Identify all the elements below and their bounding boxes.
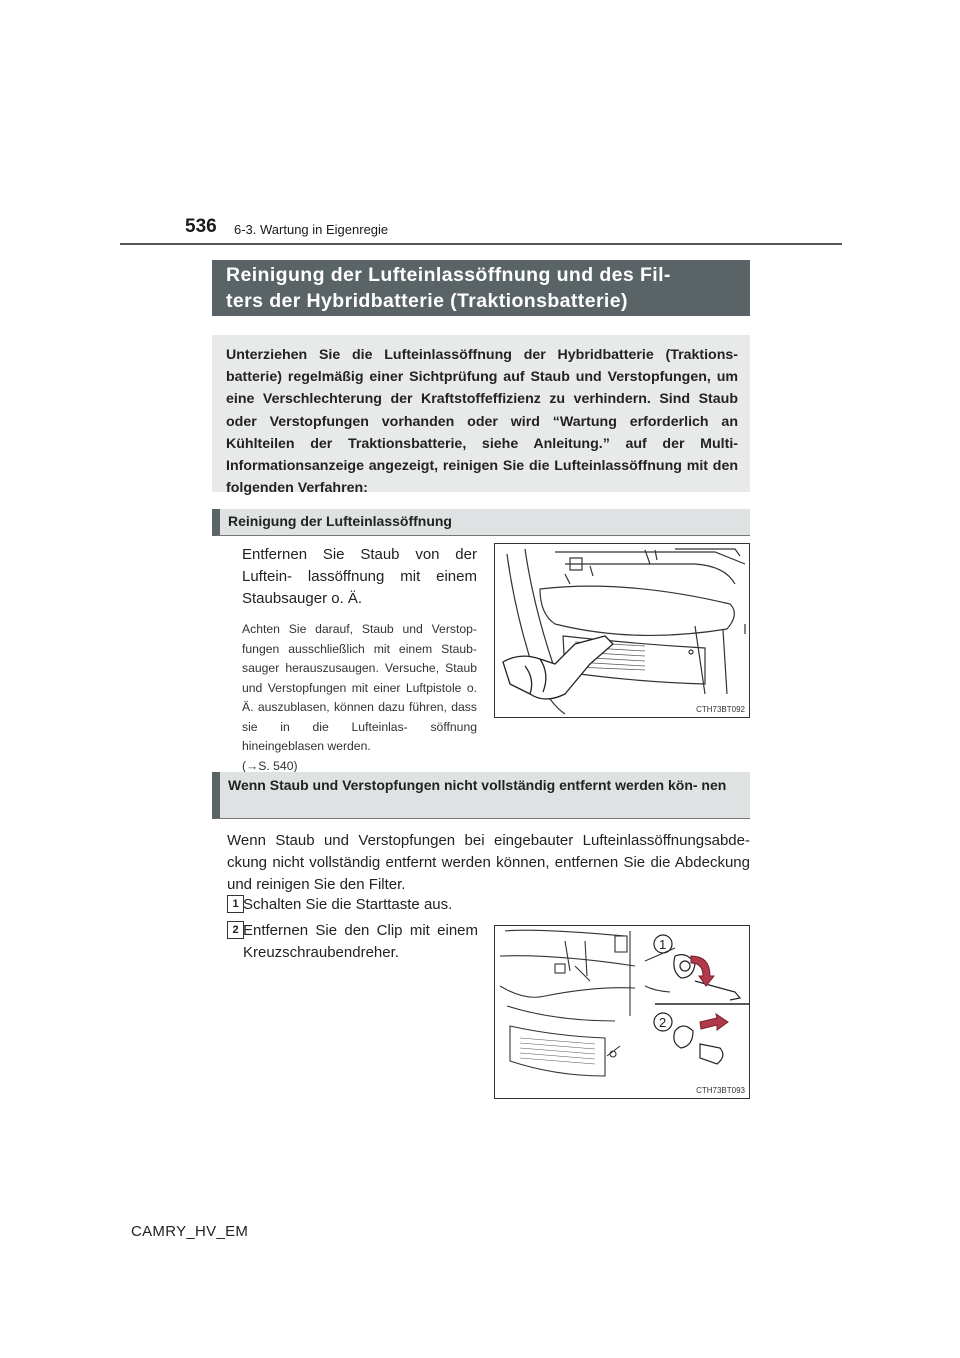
section1-note: [242, 620, 477, 776]
figure-vacuum-intake: [494, 543, 750, 718]
figure-code: CTH73BT093: [696, 1086, 745, 1095]
intro-text: Unterziehen Sie die Lufteinlassöffnung der Hybridbatterie (Traktions- batterie) regelmäßig einer Sichtprüfung auf Staub und Verstopfungen, um eine Verschlechterung der Kraftstoffeffizienz zu verhindern. Sind Staub oder Verstopfungen vorhanden oder wird “Wartung erforderlich an Kühlteilen der Traktionsbatterie, siehe Anleitung.” auf der Multi- Informationsanzeige angezeigt, reinigen Sie die Lufteinlassöffnung mit den folgenden Verfahren:: [226, 347, 738, 497]
page-number: 536: [185, 216, 217, 237]
section1-text: Entfernen Sie Staub von der Luftein- lassöffnung mit einem Staubsauger o. Ä.: [242, 546, 477, 607]
figure-clip-removal: [494, 925, 750, 1099]
callout-1: 1: [659, 937, 667, 952]
subheading-cleaning: [212, 509, 750, 536]
callout-2: 2: [659, 1015, 667, 1030]
footer-code: CAMRY_HV_EM: [131, 1223, 249, 1240]
title-text: Reinigung der Lufteinlassöffnung und des Fil- ters der Hybridbatterie (Traktionsbatterie): [226, 264, 671, 312]
subheading-cleaning-text: Reinigung der Lufteinlassöffnung: [228, 513, 452, 529]
step-1-badge: 1: [227, 895, 244, 913]
step-1-text: Schalten Sie die Starttaste aus.: [243, 896, 453, 913]
page-title: [212, 260, 750, 316]
intro-box: [212, 335, 750, 497]
section2-text: Wenn Staub und Verstopfungen bei eingebauter Lufteinlassöffnungsabde- ckung nicht vollständig entfernt werden können, entfernen Sie die Abdeckung und reinigen Sie den Filter.: [227, 832, 750, 893]
section-label: 6-3. Wartung in Eigenregie: [234, 222, 389, 237]
step-2-badge: 2: [227, 921, 244, 939]
section1-note-text: Achten Sie darauf, Staub und Verstop- fungen ausschließlich mit einem Staub- sauger herauszusaugen. Versuche, Staub und Verstopfungen mit einer Luftpistole o. Ä. auszublasen, können dazu führen, dass sie in die Lufteinlas- söffnung hineingeblasen werden.: [242, 622, 477, 753]
subheading-not-removed: [212, 772, 750, 819]
subheading-not-removed-text: Wenn Staub und Verstopfungen nicht vollständig entfernt werden kön- nen: [228, 777, 727, 793]
figure-code: CTH73BT092: [696, 705, 745, 714]
step-2-text: Entfernen Sie den Clip mit einem Kreuzschraubendreher.: [243, 922, 478, 961]
header-rule: [120, 243, 842, 245]
clip-removal-illustration: [495, 926, 750, 1099]
section1-note-ref: (→S. 540): [242, 758, 298, 773]
vacuum-intake-illustration: [495, 544, 750, 718]
